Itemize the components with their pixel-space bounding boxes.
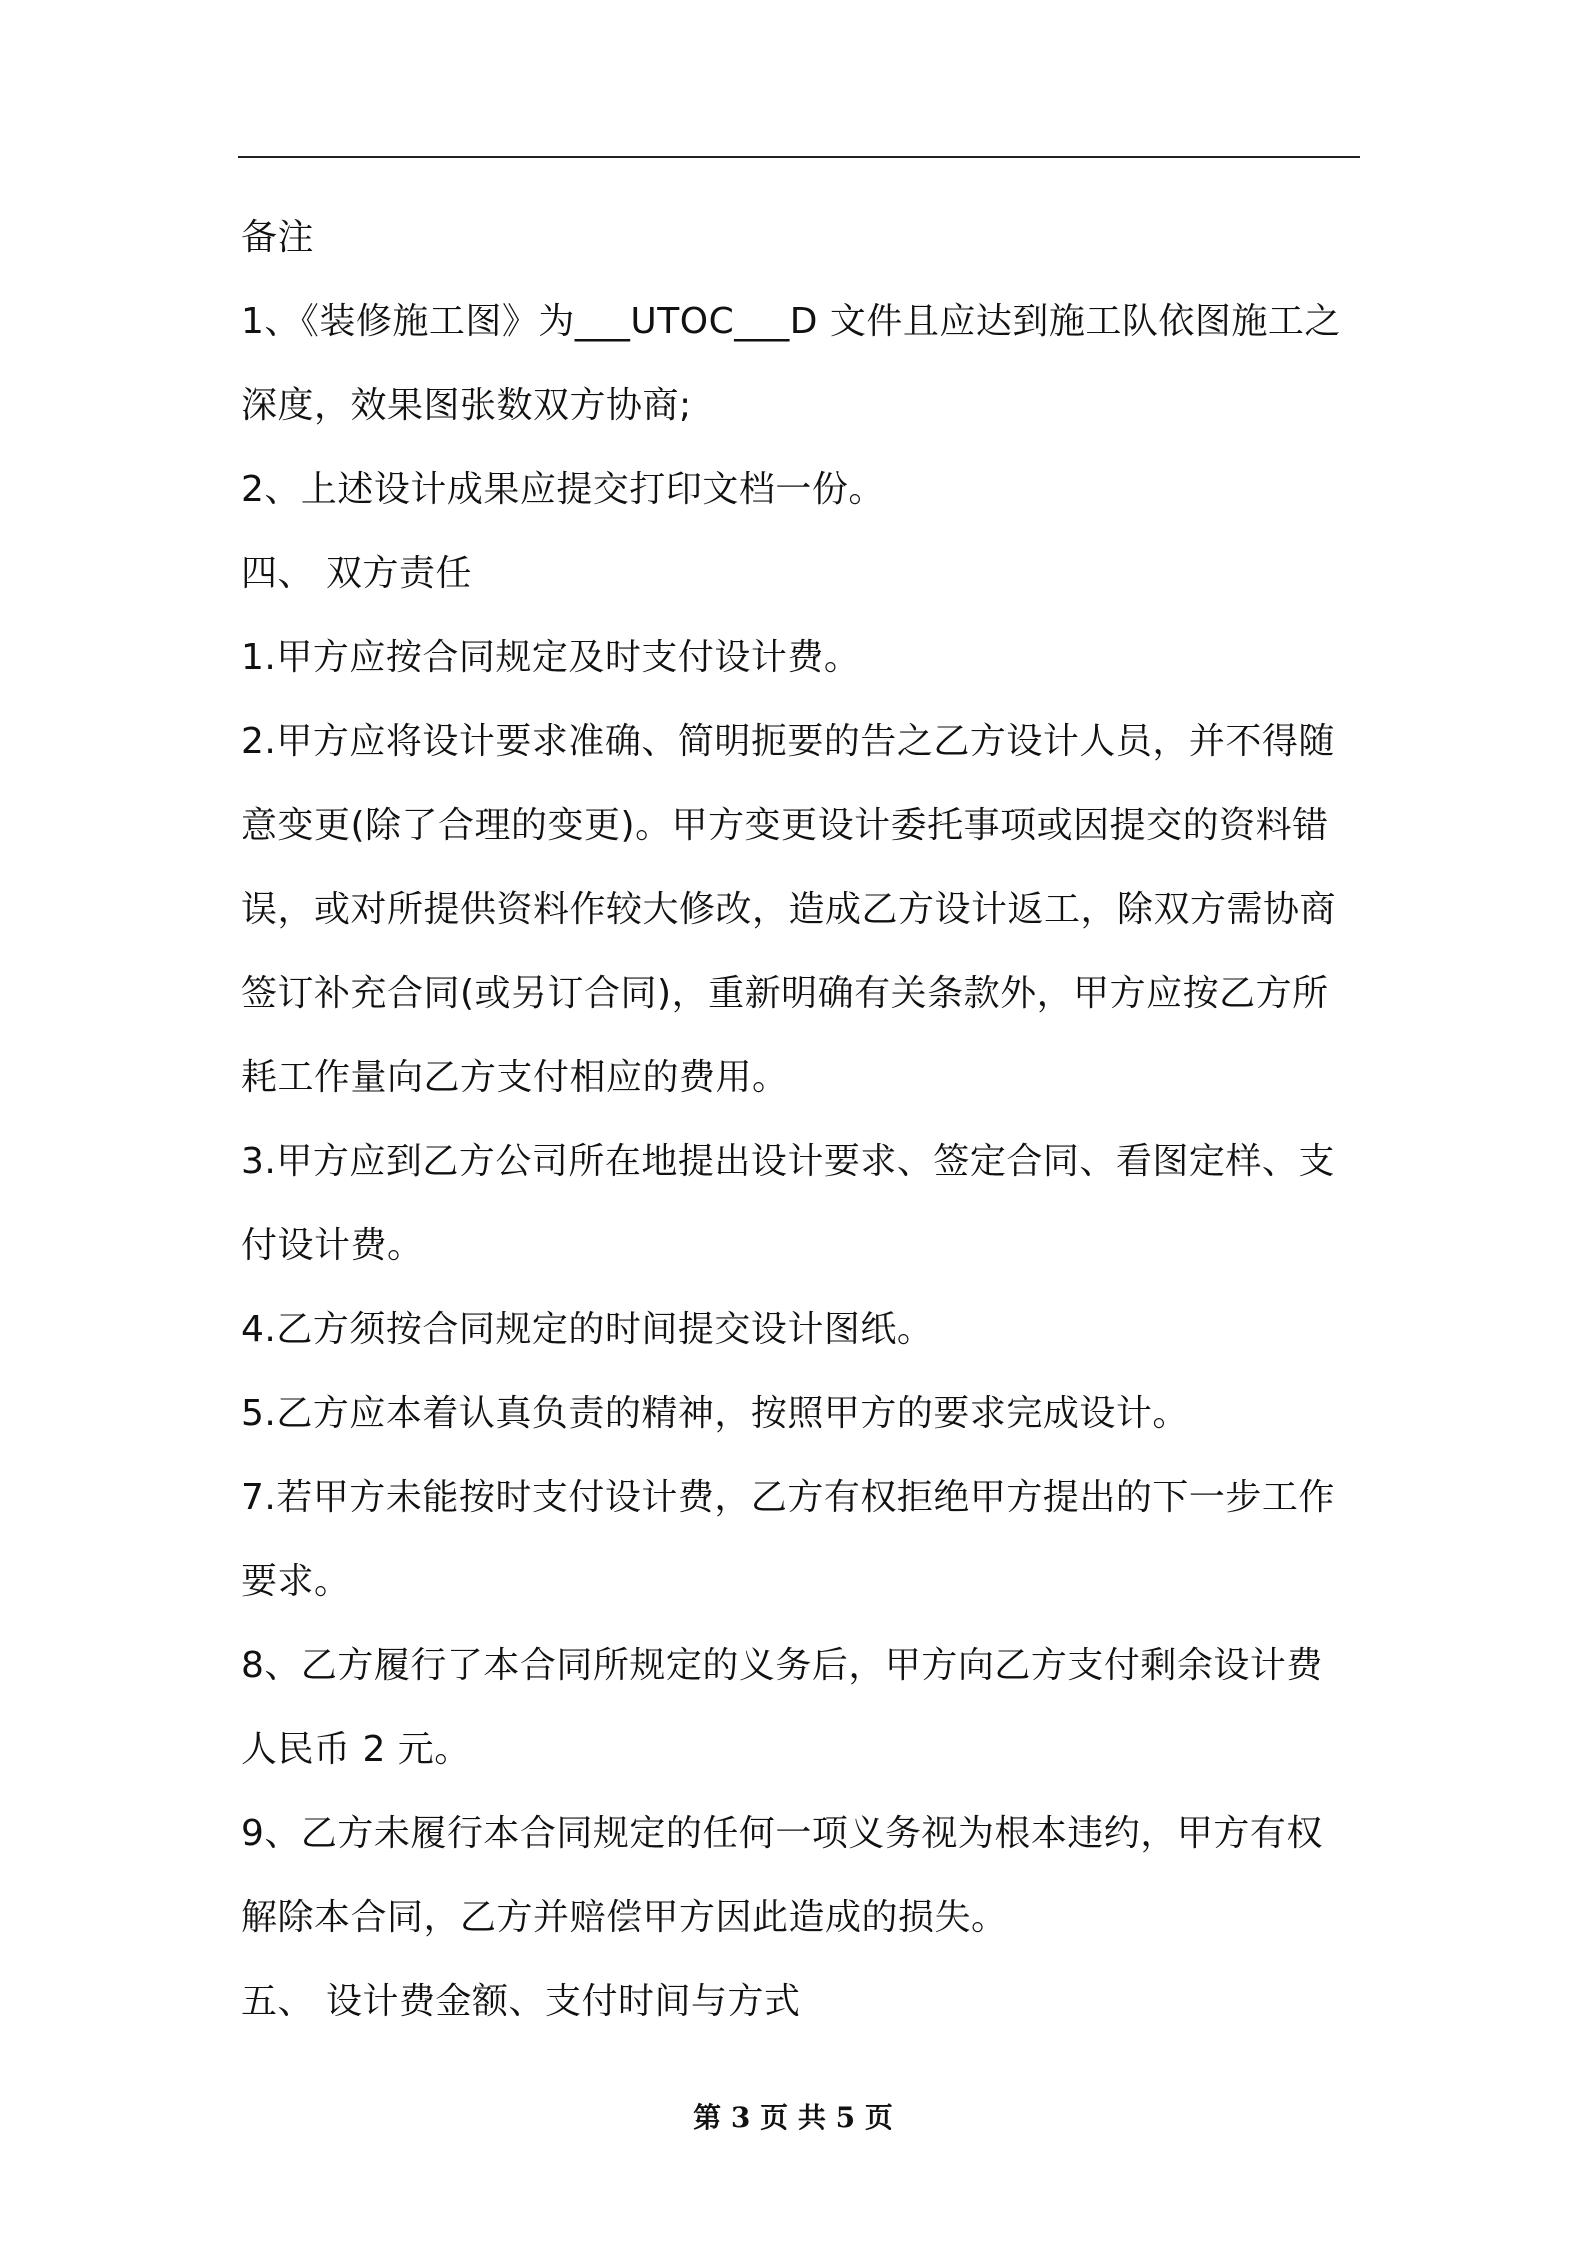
clause-8-line-2: 人民币 2 元。: [241, 1729, 471, 1770]
clause-7-line-2: 要求。: [241, 1561, 351, 1602]
note-item-1-line-2: 深度，效果图张数双方协商;: [241, 385, 692, 426]
clause-2-line-5: 耗工作量向乙方支付相应的费用。: [241, 1057, 789, 1098]
clause-2-line-1: 2.甲方应将设计要求准确、简明扼要的告之乙方设计人员，并不得随: [241, 721, 1335, 762]
clause-2-line-2: 意变更(除了合理的变更)。甲方变更设计委托事项或因提交的资料错: [241, 805, 1329, 846]
note-item-1-line-1: 1、《装修施工图》为___UTOC___D 文件且应达到施工队依图施工之: [241, 301, 1341, 342]
clause-9-line-2: 解除本合同，乙方并赔偿甲方因此造成的损失。: [241, 1897, 1008, 1938]
clause-4: 4.乙方须按合同规定的时间提交设计图纸。: [241, 1309, 934, 1350]
page-number-footer: 第 3 页 共 5 页: [693, 2101, 893, 2134]
note-item-2: 2、上述设计成果应提交打印文档一份。: [241, 469, 885, 510]
section-4-heading: 四、 双方责任: [241, 553, 472, 594]
section-5-heading: 五、 设计费金额、支付时间与方式: [241, 1981, 801, 2022]
clause-3-line-2: 付设计费。: [241, 1225, 424, 1266]
clause-7-line-1: 7.若甲方未能按时支付设计费，乙方有权拒绝甲方提出的下一步工作: [241, 1477, 1335, 1518]
note-heading: 备注: [241, 217, 315, 258]
clause-1: 1.甲方应按合同规定及时支付设计费。: [241, 637, 861, 678]
clause-5: 5.乙方应本着认真负责的精神，按照甲方的要求完成设计。: [241, 1393, 1189, 1434]
clause-2-line-4: 签订补充合同(或另订合同)，重新明确有关条款外，甲方应按乙方所: [241, 973, 1329, 1014]
clause-3-line-1: 3.甲方应到乙方公司所在地提出设计要求、签定合同、看图定样、支: [241, 1141, 1335, 1182]
clause-9-line-1: 9、乙方未履行本合同规定的任何一项义务视为根本违约，甲方有权: [241, 1813, 1323, 1854]
document-body: [241, 196, 1361, 2044]
clause-8-line-1: 8、乙方履行了本合同所规定的义务后，甲方向乙方支付剩余设计费: [241, 1645, 1323, 1686]
clause-2-line-3: 误，或对所提供资料作较大修改，造成乙方设计返工，除双方需协商: [241, 889, 1337, 930]
header-rule: [238, 156, 1360, 158]
